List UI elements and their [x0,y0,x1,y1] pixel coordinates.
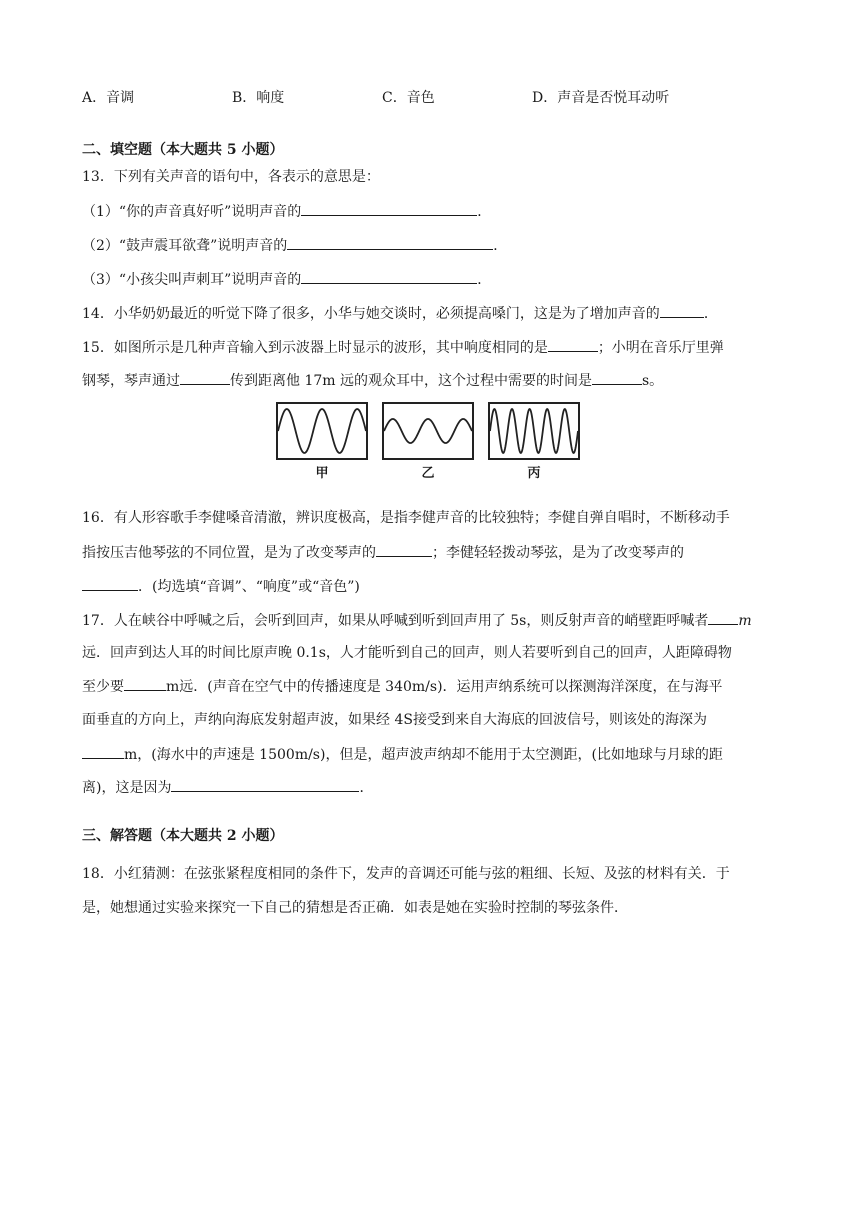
q17-text-5: 离)，这是因为 [82,780,172,796]
q13-stem: 13．下列有关声音的语句中，各表示的意思是： [82,169,380,185]
q16-line2 [82,542,782,563]
q13-sub3-text: （3）“小孩尖叫声刺耳”说明声音的 [82,272,302,288]
answer-blank[interactable] [82,576,138,591]
q15-text-1: 15．如图所示是几种声音输入到示波器上时显示的波形，其中响度相同的是 [82,340,548,356]
q13-sub1-end: ． [477,204,492,220]
waveform-bing [488,402,580,460]
waveform-label-jia: 甲 [315,466,329,481]
answer-blank[interactable] [82,744,124,759]
q15-text-2: ；小明在音乐厅里弹 [597,340,724,356]
waveform-bing-svg [490,404,578,458]
section-2-title: 二、填空题（本大题共 5 小题） [82,142,284,158]
q17-text-3: m远．(声音在空气中的传播速度是 340m/s)．运用声纳系统可以探测海洋深度，在与海平 [166,679,723,695]
q13-sub2-text: （2）“鼓声震耳欲聋”说明声音的 [82,238,288,254]
q14-text: 14．小华奶奶最近的听觉下降了很多，小华与她交谈时，必须提高嗓门，这是为了增加声音的 [82,306,660,322]
answer-blank[interactable] [376,542,432,557]
q15-line2 [82,370,782,391]
answer-blank[interactable] [660,303,704,318]
q16-text-3: ．(均选填“音调”、“响度”或“音色”) [138,579,360,595]
q16-text-1: 指按压吉他琴弦的不同位置，是为了改变琴声的 [82,545,376,561]
q13-sub2 [82,235,782,256]
waveform-figure [276,402,580,482]
q16-line1: 16．有人形容歌手李健嗓音清澈，辨识度极高，是指李健声音的比较独特；李健自弹自唱时，不断移动手 [82,510,730,526]
q14 [82,303,782,324]
q17-line1 [82,610,782,631]
option-a: A．音调 [82,90,135,106]
answer-blank[interactable] [287,235,493,250]
q17-text-2: 至少要 [82,679,124,695]
q17-text-6: ． [359,780,374,796]
q16-line3 [82,576,782,597]
waveform-jia [276,402,368,460]
waveform-label-yi: 乙 [421,466,435,481]
q13-sub1-text: （1）“你的声音真好听”说明声音的 [82,204,302,220]
answer-blank[interactable] [592,370,642,385]
waveform-jia-svg [278,404,366,458]
q17-line3 [82,676,782,697]
q13-sub3 [82,269,782,290]
q15-text-3: 钢琴，琴声通过 [82,373,180,389]
q15-line1 [82,337,782,358]
section-3-title: 三、解答题（本大题共 2 小题） [82,828,284,844]
option-b: B．响度 [232,90,285,106]
q17-text-4: m，(海水中的声速是 1500m/s)，但是，超声波声纳却不能用于太空测距，(比如地球与月球的距 [124,747,723,763]
q16-text-2: ；李健轻轻拨动琴弦，是为了改变琴声的 [432,545,684,561]
answer-blank[interactable] [171,777,359,792]
q17-text-1: 17．人在峡谷中呼喊之后，会听到回声，如果从呼喊到听到回声用了 5s，则反射声音的峭壁距呼喊者 [82,613,709,629]
q17-unit-1: m [738,613,752,629]
q18-line1: 18．小红猜测：在弦张紧程度相同的条件下，发声的音调还可能与弦的粗细、长短、及弦的材料有关．于 [82,866,730,882]
waveform-yi-svg [384,404,472,458]
q17-line6 [82,777,782,798]
q13-sub2-end: ． [493,238,508,254]
option-d: D．声音是否悦耳动听 [532,90,670,106]
waveform-label-bing: 丙 [527,466,541,481]
q15-text-4: 传到距离他 17m 远的观众耳中，这个过程中需要的时间是 [230,373,592,389]
q14-end: ． [703,306,718,322]
q17-line2: 远．回声到达人耳的时间比原声晚 0.1s，人才能听到自己的回声，则人若要听到自己的回声，人距障碍物 [82,645,732,661]
q17-line5 [82,744,782,765]
answer-blank[interactable] [124,676,166,691]
waveform-yi [382,402,474,460]
answer-blank[interactable] [548,337,598,352]
q13-sub1 [82,201,782,222]
answer-blank[interactable] [708,610,738,625]
q15-text-5: s。 [642,373,664,389]
q13-sub3-end: ． [477,272,492,288]
option-c: C．音色 [382,90,435,106]
answer-blank[interactable] [180,370,230,385]
q17-line4: 面垂直的方向上，声纳向海底发射超声波，如果经 4S接受到来自大海底的回波信号，则该处的海深为 [82,712,707,728]
answer-blank[interactable] [301,201,477,216]
answer-blank[interactable] [301,269,477,284]
q18-line2: 是，她想通过实验来探究一下自己的猜想是否正确．如表是她在实验时控制的琴弦条件． [82,900,628,916]
